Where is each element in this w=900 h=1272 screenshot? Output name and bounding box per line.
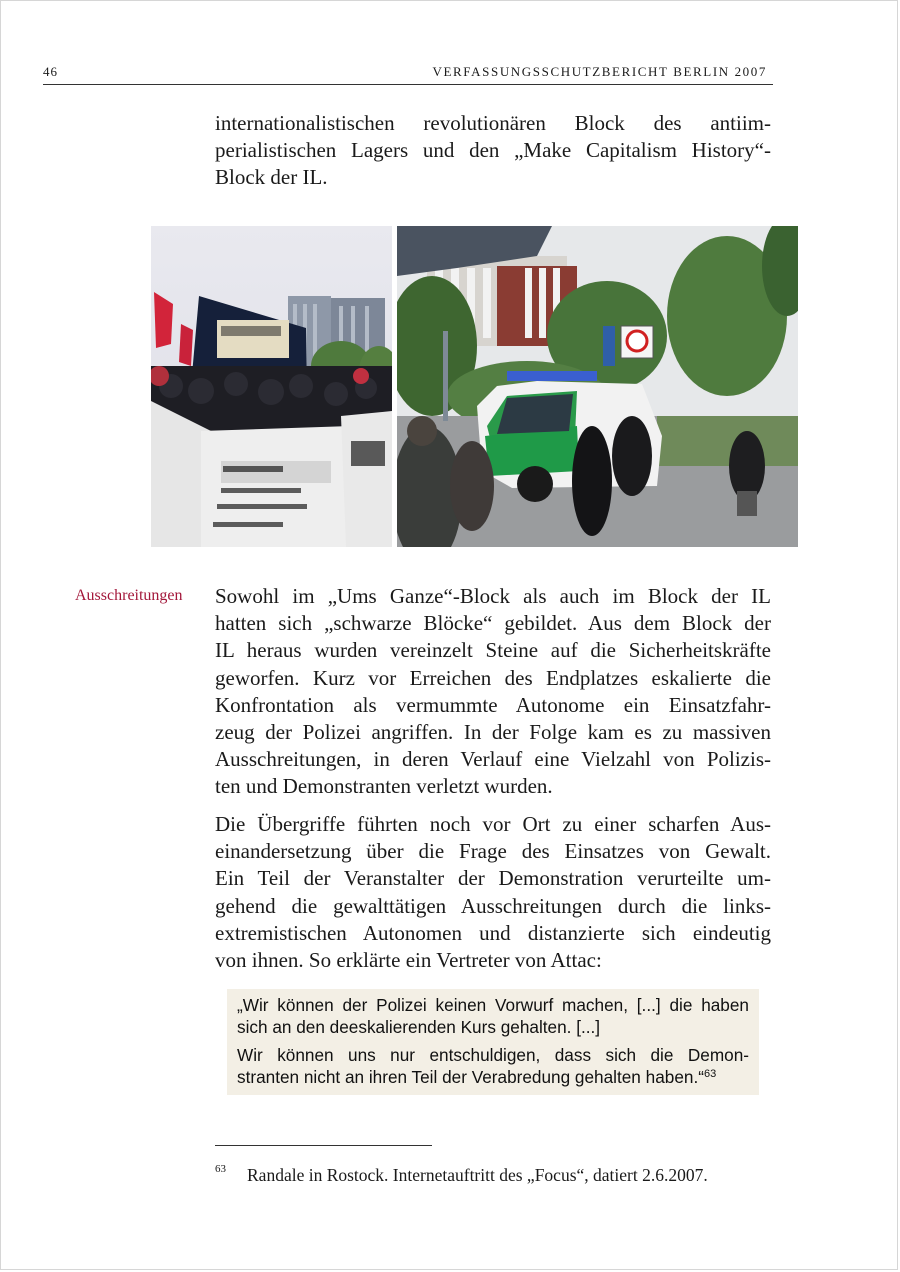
footnote-reference[interactable]: 63 xyxy=(703,1067,717,1080)
text-line: von ihnen. So erklärte ein Vertreter von Attac: xyxy=(215,948,602,973)
text-line: einandersetzung über die Frage des Einsatzes von Gewalt. xyxy=(215,839,771,864)
paragraph-intro xyxy=(215,110,771,192)
text-line: Sowohl im „Ums Ganze“-Block als auch im Block der IL xyxy=(215,584,771,608)
demonstration-banner-photo xyxy=(151,226,392,547)
photo-image xyxy=(151,226,392,547)
paragraph-reaction xyxy=(215,811,771,974)
text-line: internationalistischen revolutionären Block des antiim- xyxy=(215,111,771,135)
paragraph-riots xyxy=(215,583,771,801)
quote-line: sich an den deeskalierenden Kurs gehalten. [...] xyxy=(237,1016,601,1037)
text-line: gehend die gewalttätigen Ausschreitungen durch die links- xyxy=(215,893,771,918)
text-line: Block der IL. xyxy=(215,165,328,190)
text-line: ten und Demonstranten verletzt wurden. xyxy=(215,774,553,799)
text-line: Konfrontation als vermummte Autonome ein Einsatzfahr- xyxy=(215,692,771,717)
text-line: zeug der Polizei angriffen. In der Folge kam es zu massiven xyxy=(215,720,771,745)
quote-box xyxy=(227,989,759,1095)
text-line: geworfen. Kurz vor Erreichen des Endplatzes eskalierte die xyxy=(215,665,771,690)
page-header xyxy=(43,64,773,85)
photo-strip xyxy=(151,226,799,547)
text-line: Die Übergriffe führten noch vor Ort zu einer scharfen Aus- xyxy=(215,812,771,836)
text-line: IL heraus wurden vereinzelt Steine auf die Sicherheitskräfte xyxy=(215,638,771,663)
page-number: 46 xyxy=(43,64,58,79)
quote-paragraph xyxy=(237,1045,749,1088)
footnote-divider xyxy=(215,1145,432,1146)
text-line: Ausschreitungen, in deren Verlauf eine Vielzahl von Polizis- xyxy=(215,747,771,772)
quote-line: „Wir können der Polizei keinen Vorwurf machen, [...] die haben xyxy=(237,995,749,1015)
text-line: hatten sich „schwarze Blöcke“ gebildet. Aus dem Block der xyxy=(215,611,771,636)
footnote-number: 63 xyxy=(215,1163,226,1175)
quote-paragraph xyxy=(237,995,749,1038)
margin-note: Ausschreitungen xyxy=(75,587,183,604)
quote-line-text: stranten nicht an ihren Teil der Verabredung gehalten haben.“ xyxy=(237,1066,704,1087)
photo-image xyxy=(397,226,798,547)
running-title: VERFASSUNGSSCHUTZBERICHT BERLIN 2007 xyxy=(432,64,767,79)
text-line: extremistischen Autonomen und distanzierte sich eindeutig xyxy=(215,920,771,945)
text-line: perialistischen Lagers und den „Make Capitalism History“- xyxy=(215,138,771,163)
quote-line xyxy=(237,1067,749,1089)
police-van-attack-photo xyxy=(397,226,798,547)
quote-line: Wir können uns nur entschuldigen, dass sich die Demon- xyxy=(237,1045,749,1065)
text-line: Ein Teil der Veranstalter der Demonstration verurteilte um- xyxy=(215,866,771,891)
footnote-text: Randale in Rostock. Internetauftritt des „Focus“, datiert 2.6.2007. xyxy=(247,1165,708,1185)
